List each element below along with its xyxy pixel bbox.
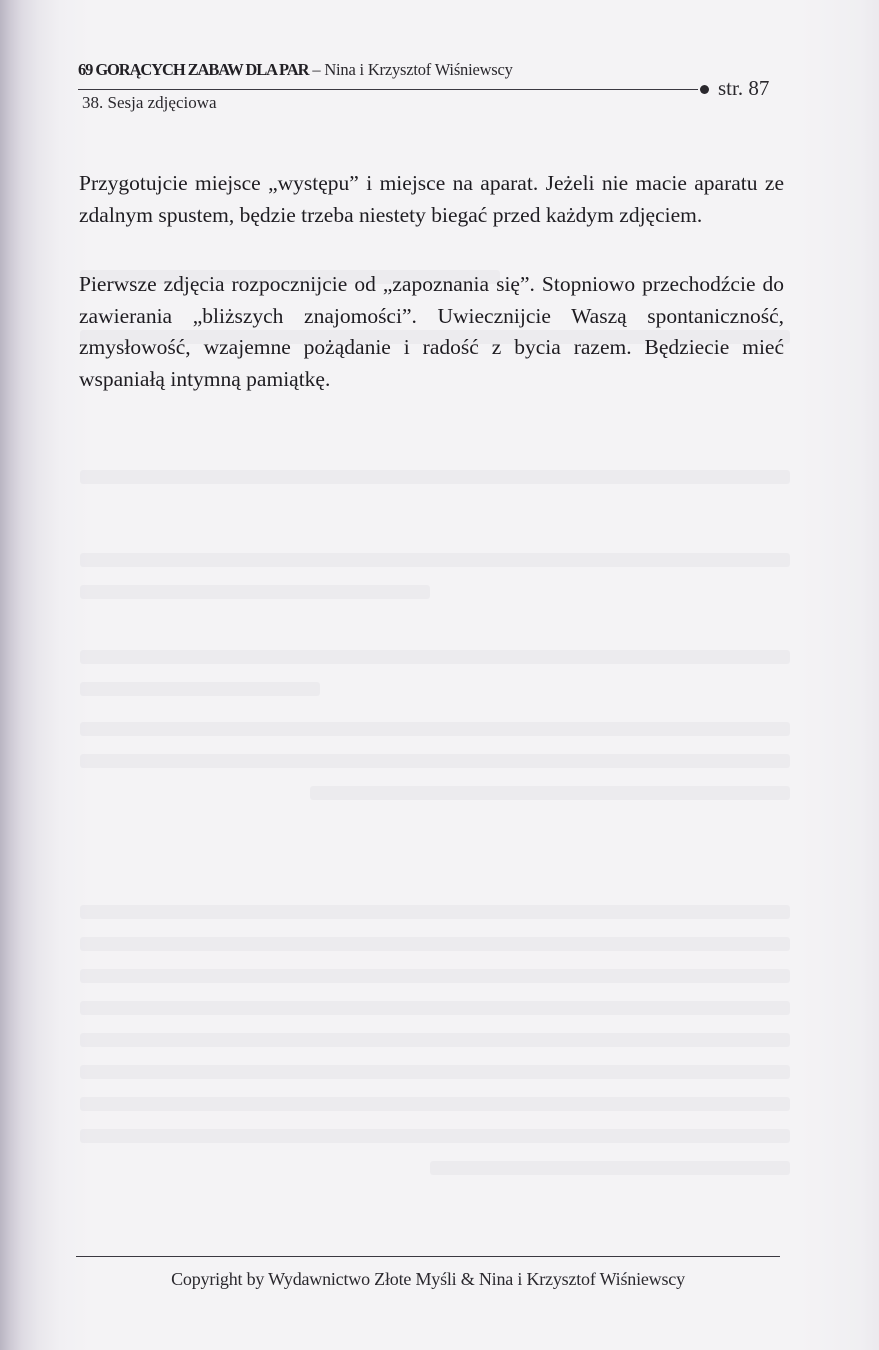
copyright-notice: Copyright by Wydawnictwo Złote Myśli & Nina i Krzysztof Wiśniewscy: [171, 1269, 685, 1290]
bleed-through-line: [80, 1065, 790, 1079]
paragraph: Przygotujcie miejsce „występu” i miejsce na aparat. Jeżeli nie macie aparatu ze zdalnym spustem, będzie trzeba niestety biegać przed każdym zdjęciem.: [79, 171, 784, 227]
bleed-through-line: [80, 905, 790, 919]
bleed-through-line: [80, 1097, 790, 1111]
bleed-through-line: [80, 1001, 790, 1015]
bleed-through-line: [80, 969, 790, 983]
bleed-through-line: [430, 1161, 790, 1175]
bleed-through-line: [80, 650, 790, 664]
header-divider: [78, 89, 698, 90]
bleed-through-line: [80, 937, 790, 951]
footer-divider: [76, 1256, 780, 1257]
header-title-row: [78, 60, 778, 80]
bleed-through-line: [80, 1129, 790, 1143]
bleed-through-line: [80, 722, 790, 736]
body-text: [79, 168, 784, 433]
page-number: str. 87: [718, 76, 770, 100]
header-rule-row: [78, 76, 778, 100]
bleed-through-line: [80, 553, 790, 567]
bleed-through-line: [80, 1033, 790, 1047]
page-footer: [76, 1256, 780, 1290]
running-header: [78, 60, 778, 113]
book-authors: Nina i Krzysztof Wiśniewscy: [324, 60, 513, 79]
bleed-through-line: [310, 786, 790, 800]
bleed-through-line: [80, 682, 320, 696]
header-separator: –: [308, 60, 325, 79]
bleed-through-line: [80, 585, 430, 599]
bleed-through-line: [80, 754, 790, 768]
book-title: 69 GORĄCYCH ZABAW DLA PAR: [78, 60, 309, 79]
chapter-title: 38. Sesja zdjęciowa: [82, 93, 217, 112]
bleed-through-line: [80, 470, 790, 484]
paragraph: Pierwsze zdjęcia rozpocznijcie od „zapoznania się”. Stopniowo przechodźcie do zawierania „bliższych znajomości”. Uwiecznijcie Waszą spontaniczność, zmysłowość, wzajemne pożądanie i radość z bycia razem. Będziecie mieć wspaniałą intymną pamiątkę.: [79, 272, 784, 391]
bullet-dot-icon: [700, 85, 709, 94]
